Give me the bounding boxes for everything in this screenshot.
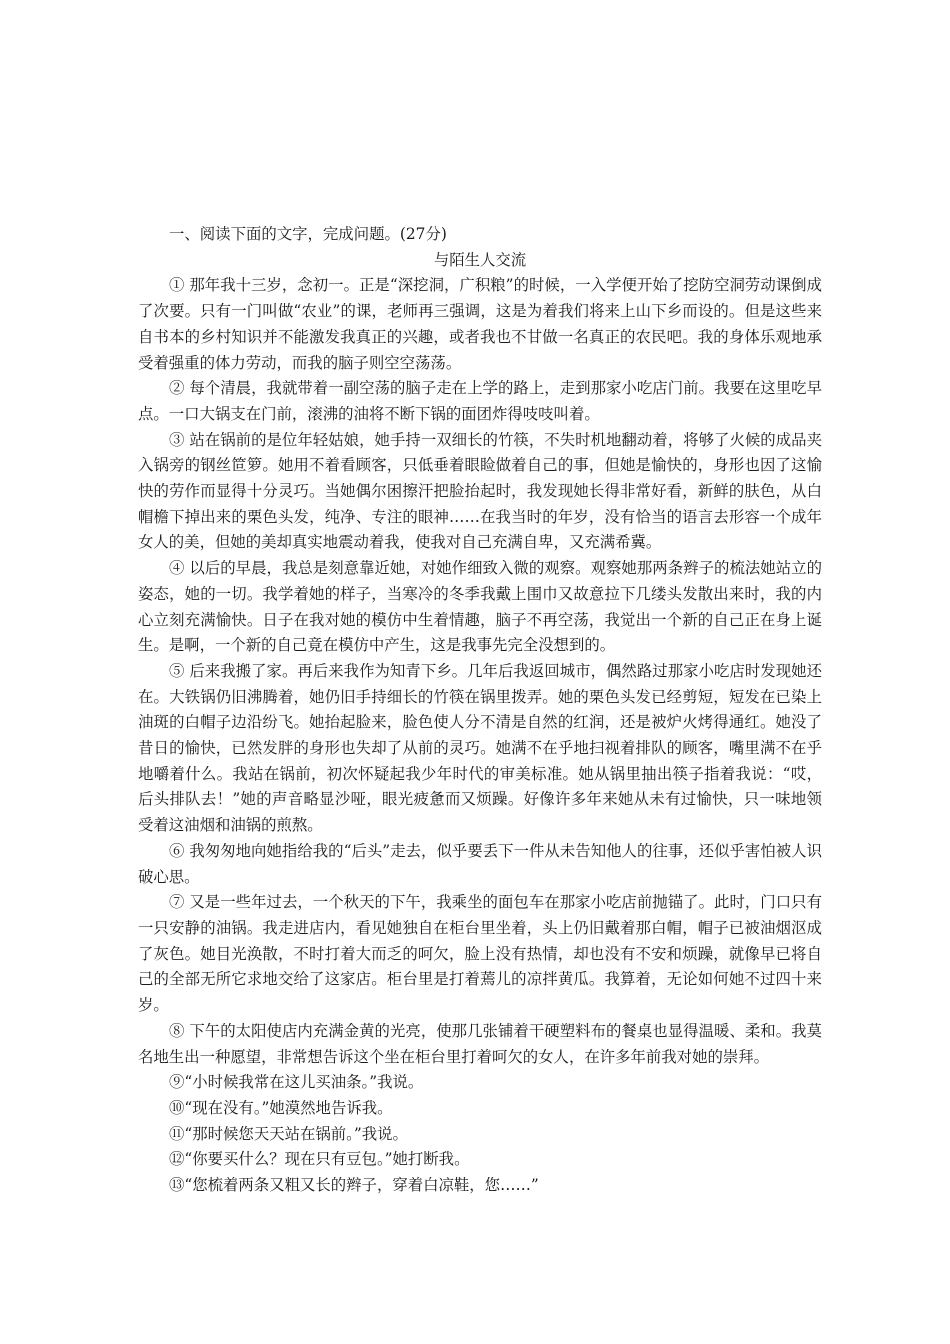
paragraph-4: ④ 以后的早晨，我总是刻意靠近她，对她作细致入微的观察。观察她那两条辫子的梳法她站立的姿态，她的一切。我学着她的样子，当寒冷的冬季我戴上围巾又故意拉下几缕头发散出来时，我的内心立刻充满愉快。日子在我对她的模仿中生着情趣，脑子不再空荡，我觉出一个新的自己正在身上诞生。是啊，一个新的自己竟在模仿中产生，这是我事先完全没想到的。 [138, 559, 822, 655]
article-title: 与陌生人交流 [433, 250, 527, 269]
section-heading: 一、阅读下面的文字，完成问题。(27分) [169, 225, 447, 243]
paragraph-7: ⑦ 又是一些年过去，一个秋天的下午，我乘坐的面包车在那家小吃店前抛锚了。此时，门口只有一只安静的油锅。我走进店内，看见她独自在柜台里坐着，头上仍旧戴着那白帽，帽子已被油烟沤成了灰色。她目光涣散，不时打着大而乏的呵欠，脸上没有热情，却也没有不安和烦躁，就像早已将自己的全部无所它求地交给了这家店。柜台里是打着蔫儿的凉拌黄瓜。我算着，无论如何她不过四十来岁。 [138, 893, 822, 1015]
paragraph-3: ③ 站在锅前的是位年轻姑娘，她手持一双细长的竹筷，不失时机地翻动着，将够了火候的成品夹入锅旁的钢丝笸箩。她用不着看顾客，只低垂着眼睑做着自己的事，但她是愉快的，身形也因了这愉快的劳作而显得十分灵巧。当她偶尔困擦汗把脸抬起时，我发现她长得非常好看，新鲜的肤色，从白帽檐下掉出来的栗色头发，纯净、专注的眼神……在我当时的年岁，没有恰当的语言去形容一个成年女人的美，但她的美却真实地震动着我，使我对自己充满自卑，又充满希冀。 [138, 430, 822, 552]
paragraph-10: ⑩“现在没有。”她漠然地告诉我。 [169, 1098, 393, 1117]
paragraph-5: ⑤ 后来我搬了家。再后来我作为知青下乡。几年后我返回城市，偶然路过那家小吃店时发现她还在。大铁锅仍旧沸腾着，她仍旧手持细长的竹筷在锅里拨弄。她的栗色头发已经剪短，短发在已染上油斑的白帽子边沿纷飞。她抬起脸来，脸色使人分不清是自然的红润，还是被炉火烤得通红。她没了昔日的愉快，已然发胖的身形也失却了从前的灵巧。她满不在乎地扫视着排队的顾客，嘴里满不在乎地嚼着什么。我站在锅前，初次怀疑起我少年时代的审美标准。她从锅里抽出筷子指着我说：“哎，后头排队去！”她的声音略显沙哑，眼光疲惫而又烦躁。好像许多年来她从未有过愉快，只一味地领受着这油烟和油锅的煎熬。 [138, 661, 822, 835]
paragraph-9: ⑨“小时候我常在这儿买油条。”我说。 [169, 1073, 424, 1092]
paragraph-8: ⑧ 下午的太阳使店内充满金黄的光亮，使那几张铺着干硬塑料布的餐桌也显得温暖、柔和。我莫名地生出一种愿望，非常想告诉这个坐在柜台里打着呵欠的女人，在许多年前我对她的崇拜。 [138, 1021, 822, 1066]
paragraph-11: ⑪“那时候您天天站在锅前。”我说。 [169, 1124, 408, 1143]
paragraph-13: ⑬“您梳着两条又粗又长的辫子，穿着白凉鞋，您……” [169, 1176, 539, 1195]
document-page [138, 222, 822, 1199]
paragraph-12: ⑫“你要买什么？现在只有豆包。”她打断我。 [169, 1150, 470, 1169]
paragraph-6: ⑥ 我匆匆地向她指给我的“后头”走去，似乎要丢下一件从未告知他人的往事，还似乎害怕被人识破心思。 [138, 841, 822, 886]
paragraph-1: ① 那年我十三岁，念初一。正是“深挖洞，广积粮”的时候，一入学便开始了挖防空洞劳动课倒成了次要。只有一门叫做“农业”的课，老师再三强调，这是为着我们将来上山下乡而设的。但是这些来自书本的乡村知识并不能激发我真正的兴趣，或者我也不甘做一名真正的农民吧。我的身体乐观地承受着强重的体力劳动，而我的脑子则空空荡荡。 [138, 276, 822, 372]
paragraph-2: ② 每个清晨，我就带着一副空荡的脑子走在上学的路上，走到那家小吃店门前。我要在这里吃早点。一口大锅支在门前，滚沸的油将不断下锅的面团炸得吱吱叫着。 [138, 379, 822, 423]
